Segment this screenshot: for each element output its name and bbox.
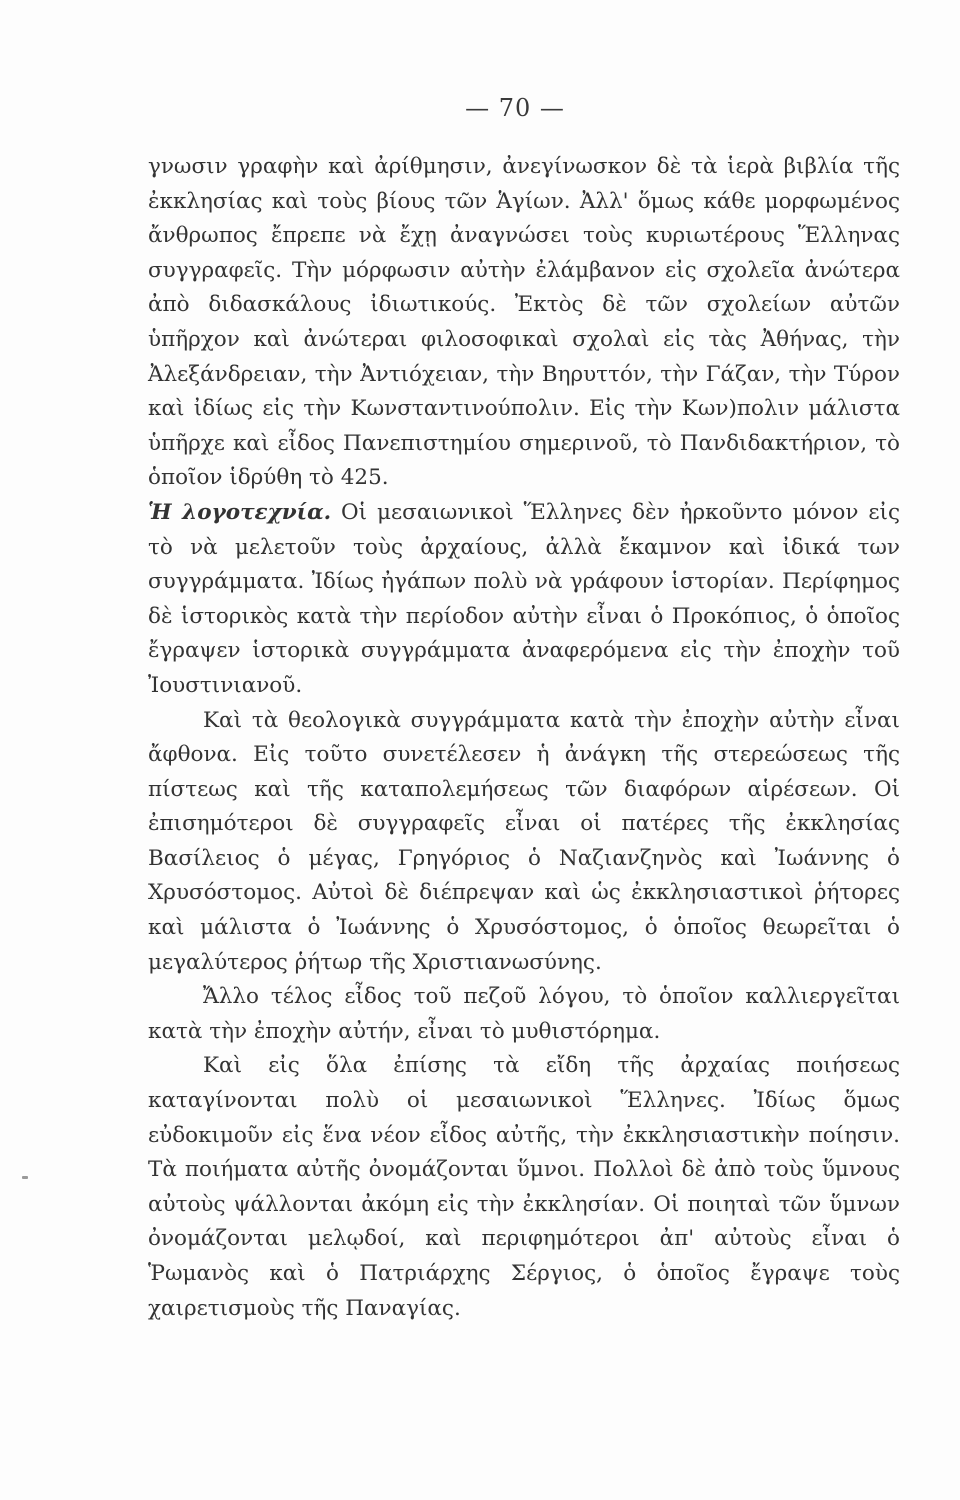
paragraph-theology: Καὶ τὰ θεολογικὰ συγγράμματα κατὰ τὴν ἐποχὴν αὐτὴν εἶναι ἄφθονα. Εἰς τοῦτο συνετέλεσεν ἡ ἀνάγκη τῆς στερεώσεως τῆς πίστεως καὶ τῆς καταπολεμήσεως τῶν διαφόρων αἱρέσεων. Οἱ ἐπισημότεροι δὲ συγγραφεῖς εἶναι οἱ πατέρες τῆς ἐκκλησίας Βασίλειος ὁ μέγας, Γρηγόριος ὁ Ναζιανζηνὸς καὶ Ἰωάννης ὁ Χρυσόστομος. Αὐτοὶ δὲ διέπρεψαν καὶ ὡς ἐκκλησιαστικοὶ ῥήτορες καὶ μάλιστα ὁ Ἰωάννης ὁ Χρυσόστομος, ὁ ὁποῖος θεωρεῖται ὁ μεγαλύτερος ῥήτωρ τῆς Χριστιανωσύνης. (148, 707, 900, 975)
page-number: — 70 — (465, 94, 565, 122)
paragraph-education: γνωσιν γραφὴν καὶ ἀρίθμησιν, ἀνεγίνωσκον δὲ τὰ ἱερὰ βιβλία τῆς ἐκκλησίας καὶ τοὺς βίους τῶν Ἁγίων. Ἀλλ' ὅμως κάθε μορφωμένος ἄνθρωπος ἔπρεπε νὰ ἔχῃ ἀναγνώσει τοὺς κυριωτέρους Ἕλληνας συγγραφεῖς. Τὴν μόρφωσιν αὐτὴν ἐλάμβανον εἰς σχολεῖα ἀνώτερα ἀπὸ διδασκάλους ἰδιωτικούς. Ἐκτὸς δὲ τῶν σχολείων αὐτῶν ὑπῆρχον καὶ ἀνώτεραι φιλοσοφικαὶ σχολαὶ εἰς τὰς Ἀθήνας, τὴν Ἀλεξάνδρειαν, τὴν Ἀντιόχειαν, τὴν Βηρυττόν, τὴν Γάζαν, τὴν Τύρον καὶ ἰδίως εἰς τὴν Κωνσταντινούπολιν. Εἰς τὴν Κων)πολιν μάλιστα ὑπῆρχε καὶ εἶδος Πανεπιστημίου σημερινοῦ, τὸ Πανδιδακτήριον, τὸ ὁποῖον ἱδρύθη τὸ 425. (148, 154, 900, 491)
section-heading-literature: Ἡ λογοτεχνία. (148, 499, 332, 525)
paper-speck (22, 1176, 28, 1179)
paragraph-literature (148, 496, 900, 704)
paragraph-novel: Ἄλλο τέλος εἶδος τοῦ πεζοῦ λόγου, τὸ ὁποῖον καλλιεργεῖται κατὰ τὴν ἐποχὴν αὐτήν, εἶναι τὸ μυθιστόρημα. (148, 984, 900, 1044)
paragraph-poetry: Καὶ εἰς ὅλα ἐπίσης τὰ εἴδη τῆς ἀρχαίας ποιήσεως καταγίνονται πολὺ οἱ μεσαιωνικοὶ Ἕλληνες. Ἰδίως ὅμως εὐδοκιμοῦν εἰς ἕνα νέον εἶδος αὐτῆς, τὴν ἐκκλησιαστικὴν ποίησιν. Τὰ ποιήματα αὐτῆς ὀνομάζονται ὕμνοι. Πολλοὶ δὲ ἀπὸ τοὺς ὕμνους αὐτοὺς ψάλλονται ἀκόμη εἰς τὴν ἐκκλησίαν. Οἱ ποιηταὶ τῶν ὕμνων ὀνομάζονται μελῳδοί, καὶ περιφημότεροι ἀπ' αὐτοὺς εἶναι ὁ Ῥωμανὸς καὶ ὁ Πατριάρχης Σέργιος, ὁ ὁποῖος ἔγραψε τοὺς χαιρετισμοὺς τῆς Παναγίας. (148, 1053, 900, 1321)
paragraph-literature-text: Οἱ μεσαιωνικοὶ Ἕλληνες δὲν ἠρκοῦντο μόνον εἰς τὸ νὰ μελετοῦν τοὺς ἀρχαίους, ἀλλὰ ἔκαμνον καὶ ἰδικά των συγγράμματα. Ἰδίως ἠγάπων πολὺ νὰ γράφουν ἱστορίαν. Περίφημος δὲ ἱστορικὸς κατὰ τὴν περίοδον αὐτὴν εἶναι ὁ Προκόπιος, ὁ ὁποῖος ἔγραψεν ἱστορικὰ συγγράμματα ἀναφερόμενα εἰς τὴν ἐποχὴν τοῦ Ἰουστινιανοῦ. (148, 499, 900, 698)
body-text (148, 150, 900, 1326)
